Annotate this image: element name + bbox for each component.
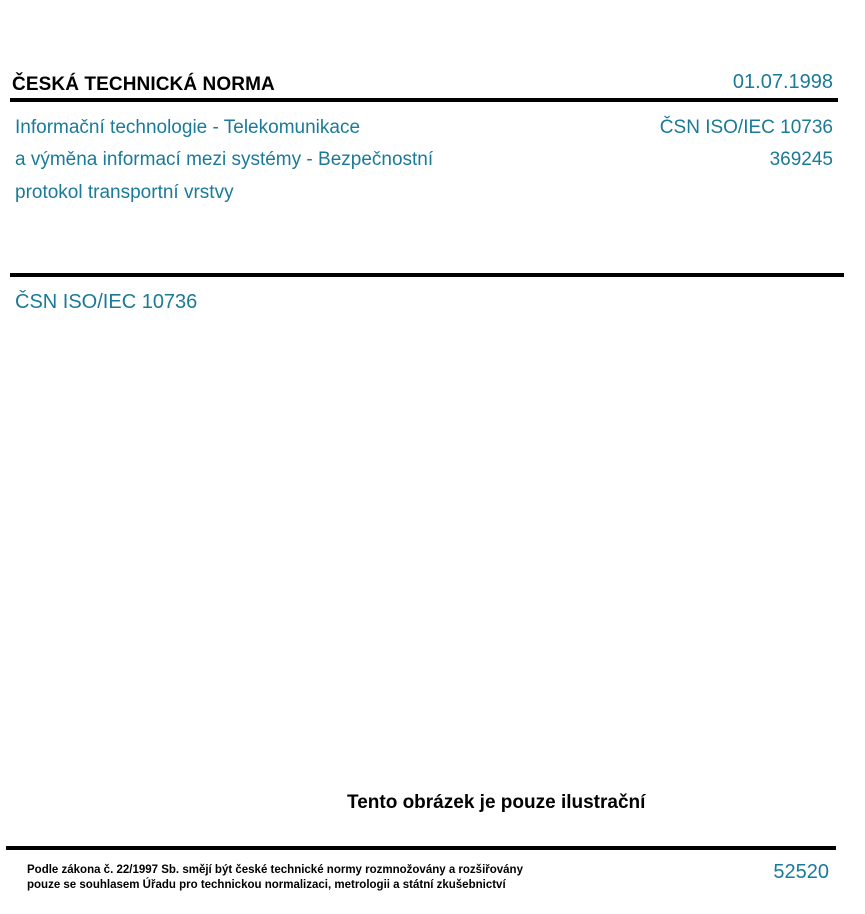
- footer-number: 52520: [773, 861, 829, 883]
- title-line-1: Informační technologie - Telekomunikace: [15, 117, 361, 138]
- header-divider: [10, 98, 838, 102]
- title-line-2: a výměna informací mezi systémy - Bezpečnostní: [15, 149, 434, 170]
- class-number: 369245: [769, 149, 833, 170]
- footer-divider: [6, 846, 836, 850]
- section-standard-code: ČSN ISO/IEC 10736: [15, 291, 198, 313]
- section-divider: [10, 273, 844, 277]
- legal-notice-line-2: pouze se souhlasem Úřadu pro technickou normalizaci, metrologii a státní zkušebnictví: [27, 879, 506, 891]
- standard-code: ČSN ISO/IEC 10736: [659, 117, 833, 138]
- publication-date: 01.07.1998: [732, 71, 833, 93]
- legal-notice-line-1: Podle zákona č. 22/1997 Sb. smějí být české technické normy rozmnožovány a rozšiřovány: [27, 864, 523, 876]
- norma-label: ČESKÁ TECHNICKÁ NORMA: [12, 74, 275, 95]
- title-line-3: protokol transportní vrstvy: [15, 182, 234, 203]
- illustration-notice: Tento obrázek je pouze ilustrační: [347, 792, 646, 813]
